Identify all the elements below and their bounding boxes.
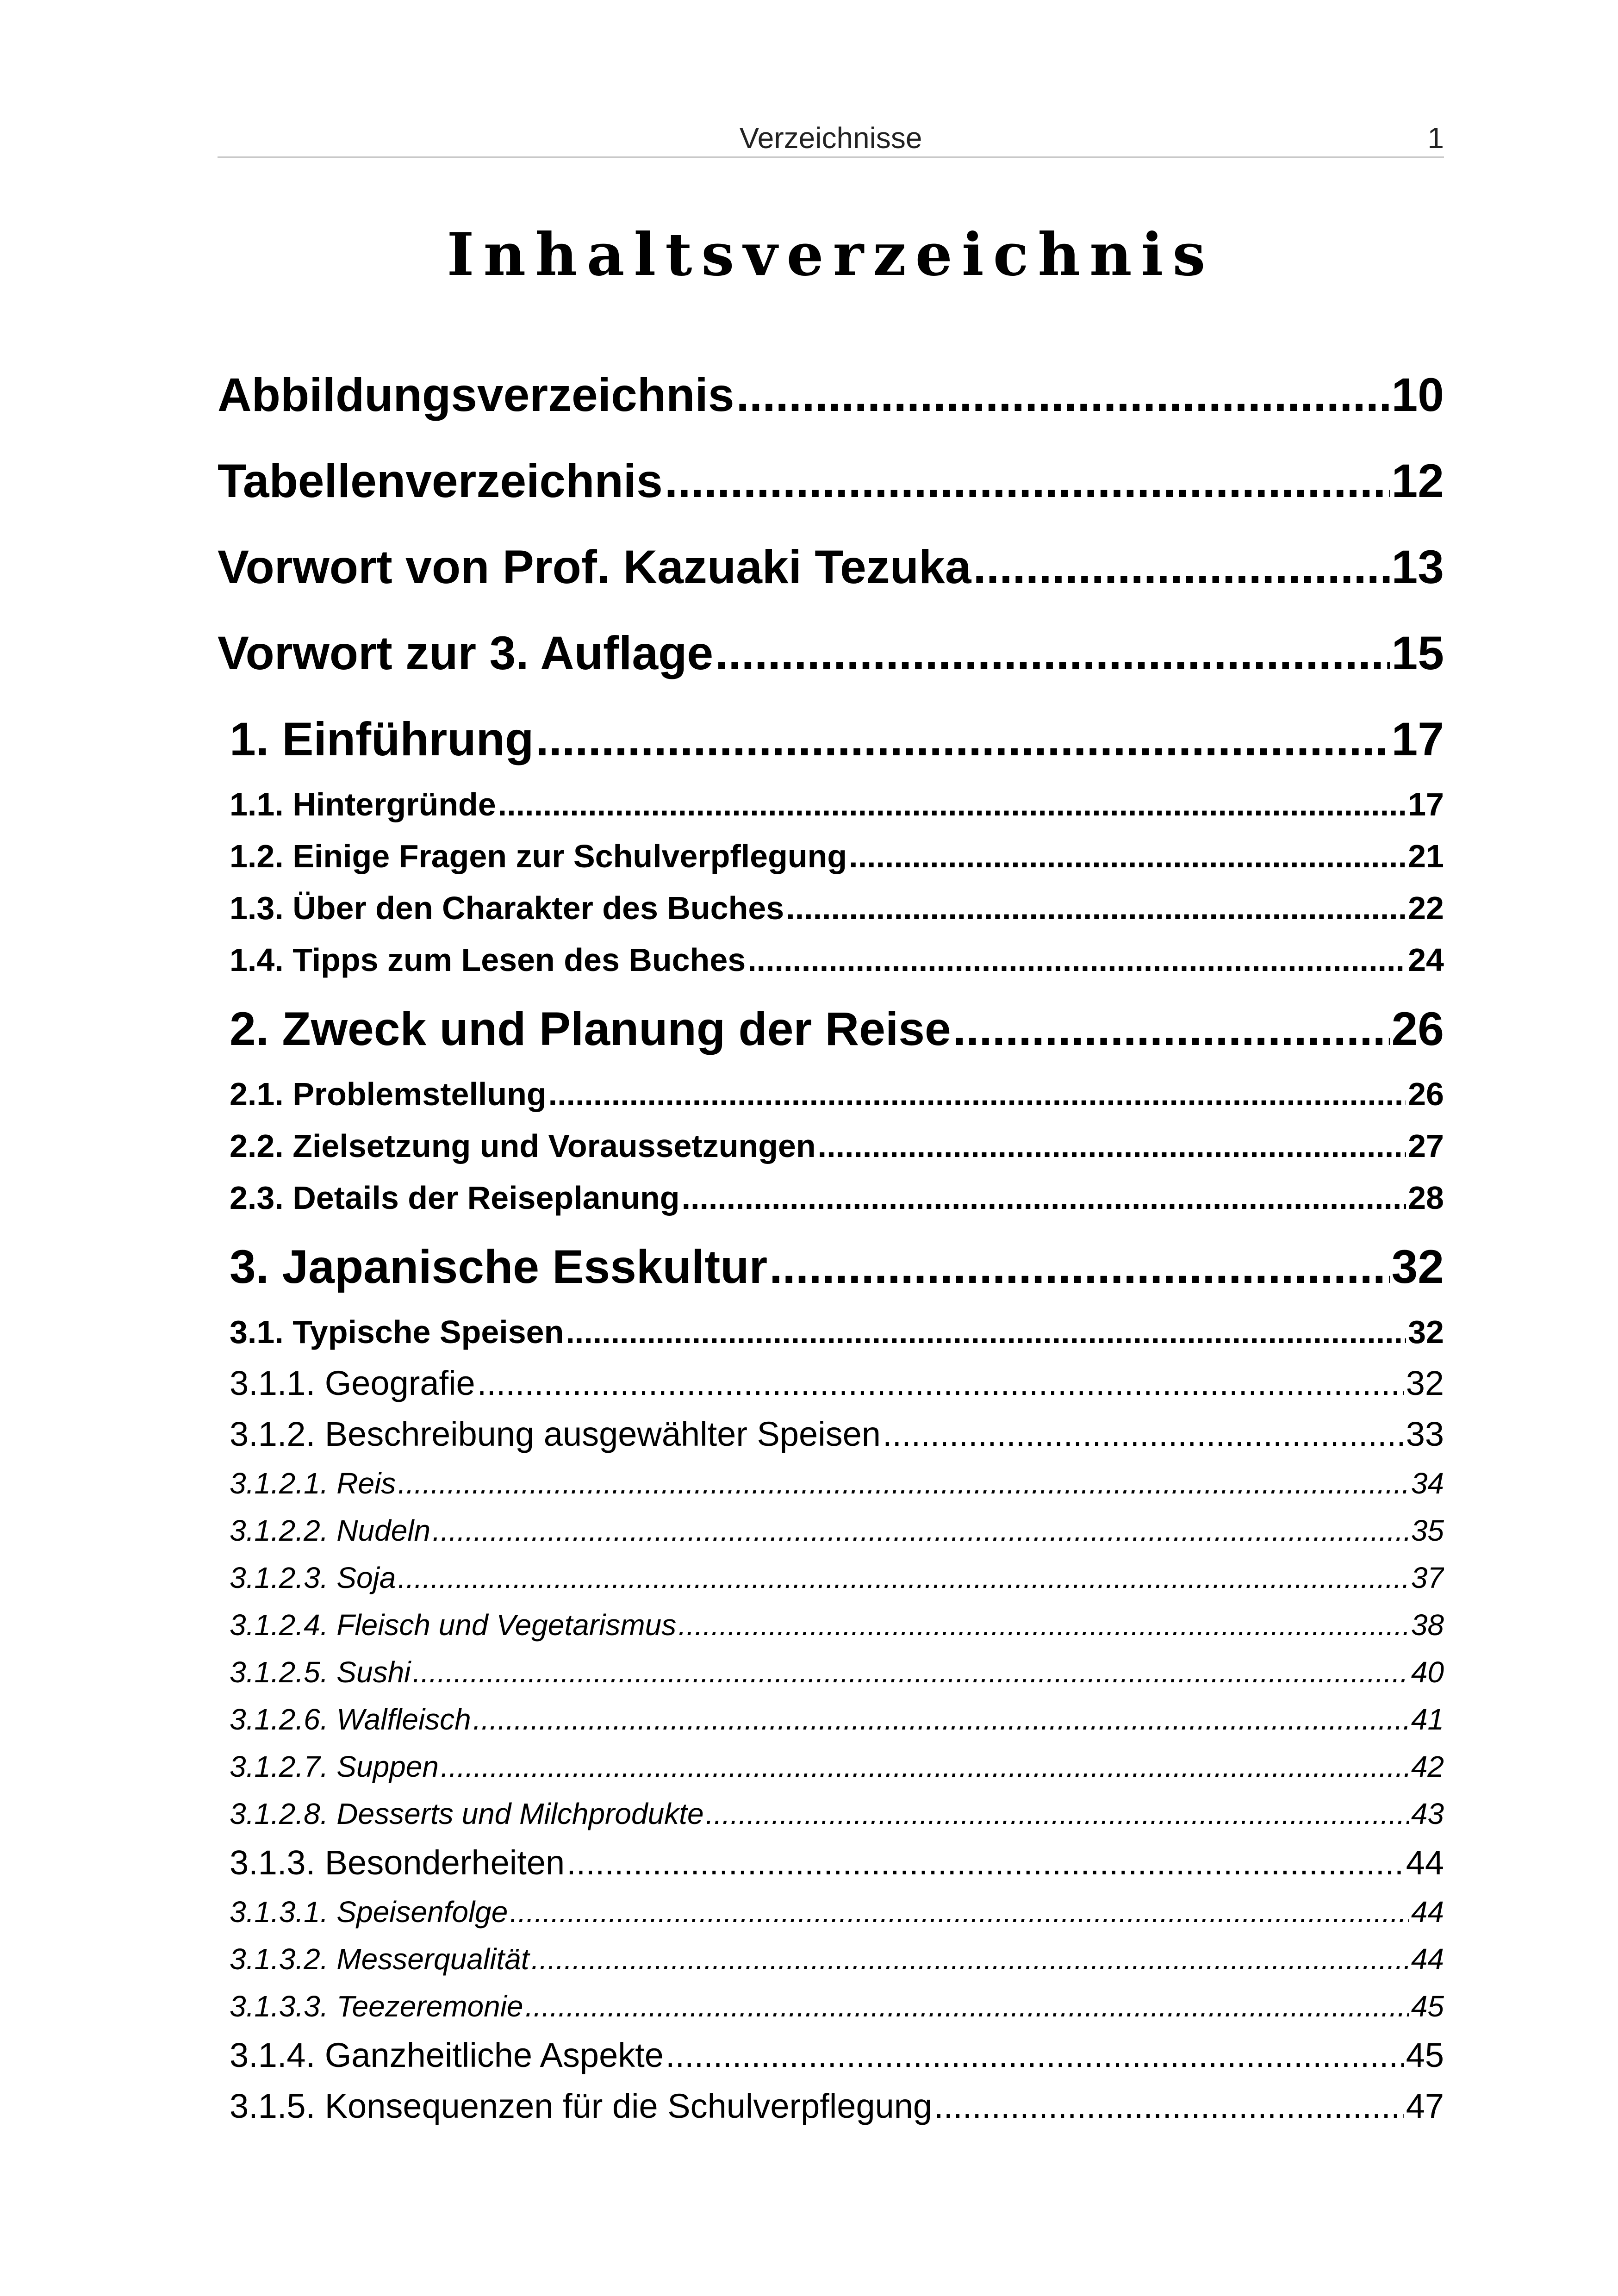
- toc-entry-page: 12: [1391, 454, 1444, 507]
- toc-leader-dots: [715, 610, 1389, 696]
- toc-entry-page: 37: [1411, 1561, 1444, 1594]
- toc-leader-dots: [525, 1983, 1409, 2030]
- toc-entry-page: 32: [1408, 1314, 1444, 1350]
- toc-entry[interactable]: [218, 1790, 1444, 1837]
- toc-entry[interactable]: [218, 1409, 1444, 1460]
- toc-entry[interactable]: [218, 1743, 1444, 1790]
- toc-entry-page: 24: [1408, 942, 1444, 978]
- toc-entry-label: 3.1.2.2. Nudeln: [230, 1514, 431, 1547]
- toc-entry[interactable]: [218, 1120, 1444, 1172]
- toc-entry[interactable]: [218, 1306, 1444, 1358]
- toc-leader-dots: [818, 1120, 1406, 1172]
- toc-entry[interactable]: [218, 989, 1444, 1068]
- toc-entry[interactable]: [218, 1460, 1444, 1507]
- toc-leader-dots: [665, 438, 1390, 524]
- toc-leader-dots: [786, 882, 1406, 934]
- toc-entry-label: 1.3. Über den Charakter des Buches: [230, 890, 784, 926]
- toc-entry-label: Vorwort zur 3. Auflage: [218, 627, 714, 679]
- toc-leader-dots: [682, 1172, 1406, 1224]
- toc-leader-dots: [736, 352, 1390, 438]
- toc-entry[interactable]: [218, 1358, 1444, 1409]
- toc-leader-dots: [473, 1696, 1409, 1743]
- running-header-title: Verzeichnisse: [739, 121, 922, 155]
- toc-entry-label: Tabellenverzeichnis: [218, 454, 663, 507]
- toc-entry[interactable]: [218, 1649, 1444, 1696]
- toc-entry[interactable]: [218, 2030, 1444, 2081]
- toc-leader-dots: [498, 778, 1406, 830]
- toc-leader-dots: [531, 1935, 1409, 1983]
- toc-entry-page: 33: [1406, 1415, 1444, 1453]
- toc-entry-label: 2. Zweck und Planung der Reise: [230, 1002, 951, 1055]
- toc-entry-page: 27: [1408, 1128, 1444, 1164]
- toc-leader-dots: [412, 1649, 1409, 1696]
- toc-entry-label: 3.1.2.1. Reis: [230, 1467, 396, 1500]
- toc-leader-dots: [953, 989, 1390, 1068]
- toc-entry-page: 21: [1408, 838, 1444, 874]
- toc-leader-dots: [666, 2030, 1404, 2081]
- toc-entry-label: 3.1.4. Ganzheitliche Aspekte: [230, 2036, 664, 2074]
- document-page: [218, 0, 1444, 2296]
- toc-entry[interactable]: [218, 830, 1444, 882]
- toc-entry-label: 2.3. Details der Reiseplanung: [230, 1180, 680, 1216]
- toc-entry-page: 40: [1411, 1655, 1444, 1689]
- toc-entry-label: 3.1.2.7. Suppen: [230, 1750, 439, 1783]
- toc-leader-dots: [548, 1068, 1406, 1120]
- toc-entry-page: 32: [1406, 1364, 1444, 1402]
- toc-entry[interactable]: [218, 778, 1444, 830]
- toc-entry[interactable]: [218, 700, 1444, 778]
- toc-entry[interactable]: [218, 1888, 1444, 1935]
- toc-entry-label: 3.1.2.5. Sushi: [230, 1655, 411, 1689]
- toc-entry-page: 28: [1408, 1180, 1444, 1216]
- toc-entry-label: 1.2. Einige Fragen zur Schulverpflegung: [230, 838, 847, 874]
- toc-entry-page: 34: [1411, 1467, 1444, 1500]
- toc-entry-page: 13: [1391, 541, 1444, 593]
- toc-entry-page: 35: [1411, 1514, 1444, 1547]
- toc-entry[interactable]: [218, 1601, 1444, 1649]
- toc-entry[interactable]: [218, 1935, 1444, 1983]
- toc-leader-dots: [769, 1227, 1389, 1306]
- toc-entry[interactable]: [218, 1837, 1444, 1888]
- toc-entry-label: 3.1.5. Konsequenzen für die Schulverpflegung: [230, 2087, 933, 2125]
- toc-entry[interactable]: [218, 1172, 1444, 1224]
- toc-entry-label: 1.1. Hintergründe: [230, 786, 496, 822]
- toc-leader-dots: [477, 1358, 1404, 1409]
- toc-entry[interactable]: [218, 934, 1444, 986]
- toc-entry-page: 17: [1408, 786, 1444, 822]
- toc-entry-label: 2.2. Zielsetzung und Voraussetzungen: [230, 1128, 816, 1164]
- toc-entry-label: 3.1. Typische Speisen: [230, 1314, 564, 1350]
- toc-leader-dots: [934, 2081, 1404, 2132]
- page-number: 1: [1427, 121, 1444, 155]
- toc-entry-page: 44: [1411, 1942, 1444, 1976]
- toc-entry[interactable]: [218, 1554, 1444, 1601]
- toc-leader-dots: [706, 1790, 1409, 1837]
- toc-entry-label: 1. Einführung: [230, 713, 534, 765]
- toc-entry-label: Vorwort von Prof. Kazuaki Tezuka: [218, 541, 971, 593]
- toc-entry-page: 26: [1391, 1002, 1444, 1055]
- toc-entry-page: 38: [1411, 1608, 1444, 1642]
- toc-entry-label: 3.1.3.1. Speisenfolge: [230, 1895, 508, 1929]
- toc-entry-page: 10: [1391, 368, 1444, 421]
- toc-entry-page: 17: [1391, 713, 1444, 765]
- toc-entry-label: 3.1.2.8. Desserts und Milchprodukte: [230, 1797, 704, 1830]
- toc-leader-dots: [566, 1306, 1406, 1358]
- toc-entry-page: 45: [1411, 1990, 1444, 2023]
- toc-leader-dots: [441, 1743, 1409, 1790]
- toc-entry[interactable]: [218, 882, 1444, 934]
- toc-entry[interactable]: [218, 524, 1444, 610]
- toc-entry-page: 41: [1411, 1703, 1444, 1736]
- toc-entry-label: 3.1.2. Beschreibung ausgewählter Speisen: [230, 1415, 881, 1453]
- toc-entry-label: 2.1. Problemstellung: [230, 1076, 547, 1112]
- toc-leader-dots: [398, 1460, 1409, 1507]
- toc-entry-label: 3.1.2.6. Walfleisch: [230, 1703, 471, 1736]
- toc-leader-dots: [566, 1837, 1404, 1888]
- toc-entry-page: 32: [1391, 1240, 1444, 1293]
- running-header: [218, 119, 1444, 158]
- toc-entry-page: 44: [1411, 1895, 1444, 1929]
- toc-entry-page: 26: [1408, 1076, 1444, 1112]
- toc-entry[interactable]: [218, 1068, 1444, 1120]
- toc-entry-page: 45: [1406, 2036, 1444, 2074]
- toc-entry-page: 15: [1391, 627, 1444, 679]
- toc-entry[interactable]: [218, 610, 1444, 696]
- toc-entry-page: 44: [1406, 1843, 1444, 1882]
- table-of-contents: [218, 352, 1444, 2132]
- toc-entry-label: 3.1.1. Geografie: [230, 1364, 475, 1402]
- toc-leader-dots: [510, 1888, 1409, 1935]
- toc-leader-dots: [883, 1409, 1404, 1460]
- toc-leader-dots: [747, 934, 1406, 986]
- toc-leader-dots: [398, 1554, 1409, 1601]
- toc-entry-label: 3.1.3.2. Messerqualität: [230, 1942, 529, 1976]
- toc-leader-dots: [678, 1601, 1409, 1649]
- toc-entry-page: 47: [1406, 2087, 1444, 2125]
- toc-leader-dots: [432, 1507, 1409, 1554]
- toc-entry-page: 43: [1411, 1797, 1444, 1830]
- page-title: Inhaltsverzeichnis: [447, 220, 1215, 289]
- toc-entry[interactable]: [218, 1696, 1444, 1743]
- toc-entry[interactable]: [218, 438, 1444, 524]
- toc-entry[interactable]: [218, 2081, 1444, 2132]
- toc-leader-dots: [973, 524, 1390, 610]
- toc-entry-label: Abbildungsverzeichnis: [218, 368, 734, 421]
- toc-leader-dots: [535, 700, 1389, 778]
- toc-entry-label: 3.1.2.4. Fleisch und Vegetarismus: [230, 1608, 677, 1642]
- toc-entry-label: 3.1.3.3. Teezeremonie: [230, 1990, 523, 2023]
- toc-leader-dots: [849, 830, 1406, 882]
- toc-entry[interactable]: [218, 1983, 1444, 2030]
- toc-entry-label: 3. Japanische Esskultur: [230, 1240, 768, 1293]
- toc-entry-page: 42: [1411, 1750, 1444, 1783]
- toc-entry-label: 3.1.3. Besonderheiten: [230, 1843, 565, 1882]
- toc-entry[interactable]: [218, 1227, 1444, 1306]
- toc-entry-label: 3.1.2.3. Soja: [230, 1561, 396, 1594]
- toc-entry-label: 1.4. Tipps zum Lesen des Buches: [230, 942, 746, 978]
- toc-entry[interactable]: [218, 1507, 1444, 1554]
- toc-entry-page: 22: [1408, 890, 1444, 926]
- toc-entry[interactable]: [218, 352, 1444, 438]
